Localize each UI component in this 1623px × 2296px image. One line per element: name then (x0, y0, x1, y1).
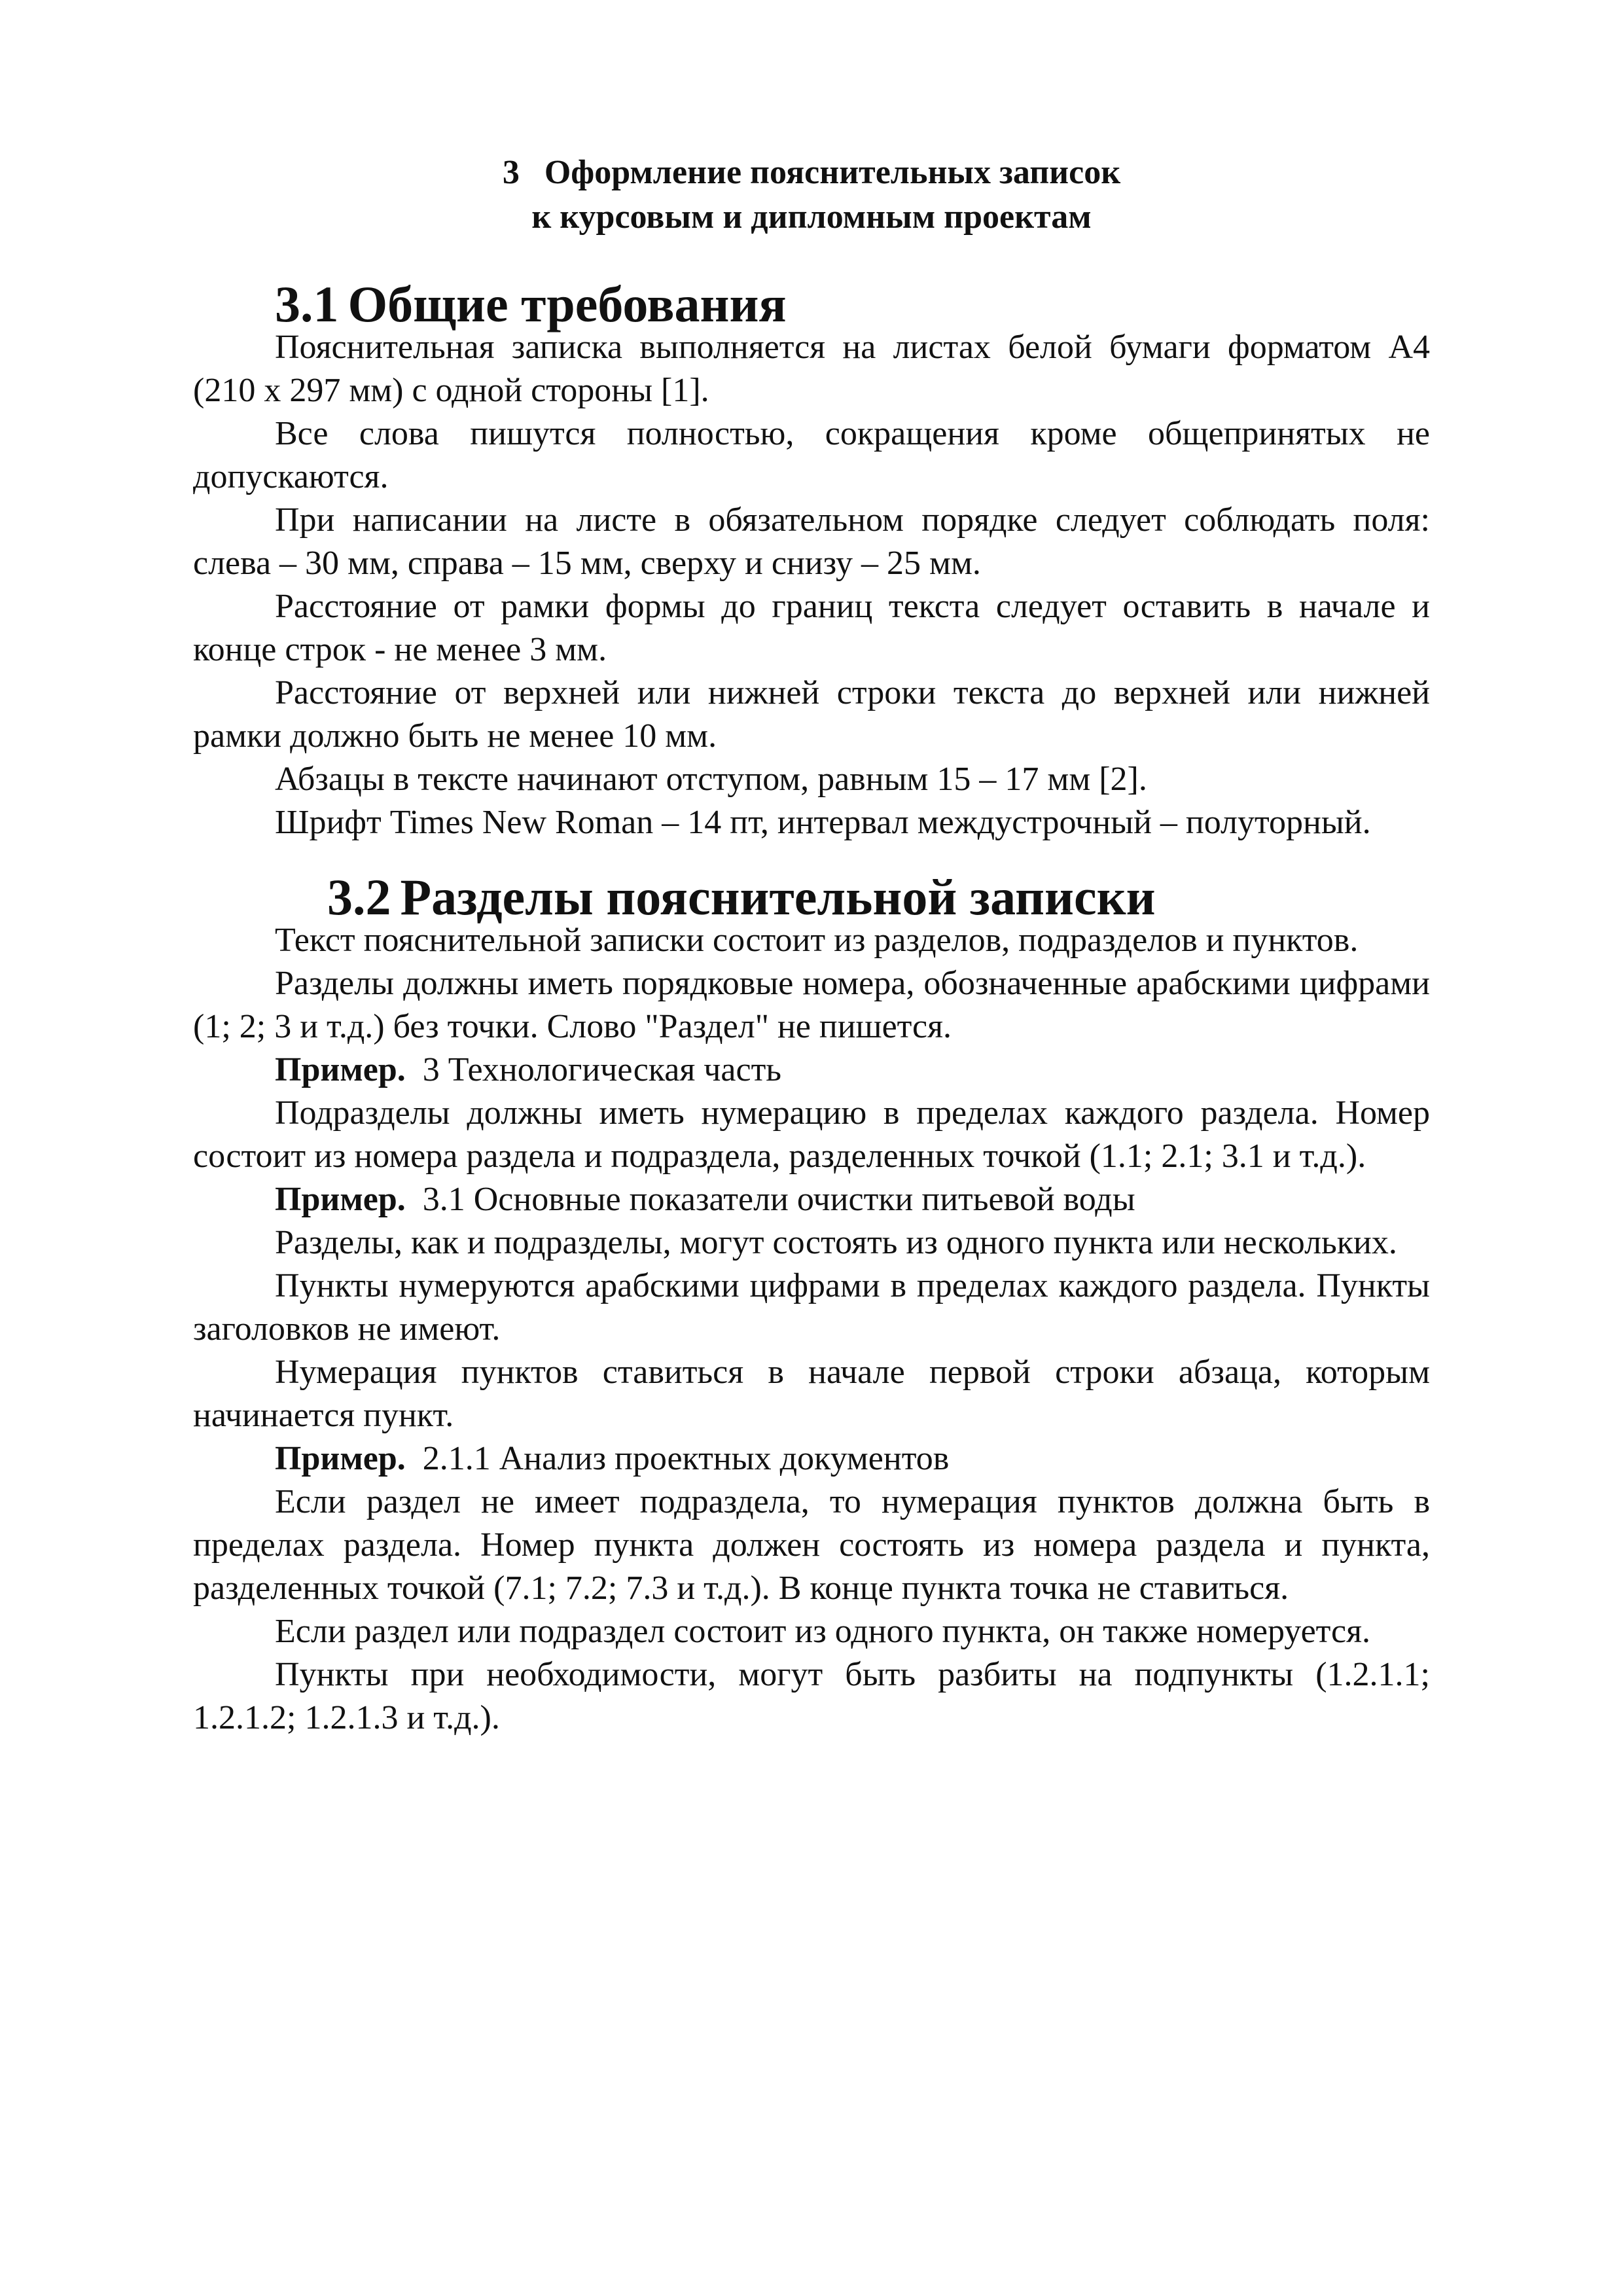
example-label: Пример. (275, 1440, 406, 1477)
example-line (193, 1178, 1430, 1221)
chapter-title-text-1: Оформление пояснительных записок (544, 154, 1121, 191)
paragraph: Пояснительная записка выполняется на листах белой бумаги форматом А4 (210 х 297 мм) с одной стороны [1]. (193, 329, 1430, 409)
paragraph: Если раздел или подраздел состоит из одного пункта, он также номеруется. (275, 1613, 1371, 1650)
chapter-title-line-1 (193, 151, 1430, 195)
example-label: Пример. (275, 1181, 406, 1218)
chapter-title (193, 151, 1430, 240)
section-number: 3.1 (275, 276, 339, 332)
paragraph: Абзацы в тексте начинают отступом, равным 15 – 17 мм [2]. (275, 761, 1147, 798)
example-label: Пример. (275, 1051, 406, 1088)
paragraph: Пункты при необходимости, могут быть разбиты на подпункты (1.2.1.1; 1.2.1.2; 1.2.1.3 и т.д.). (193, 1656, 1430, 1736)
section-title: Общие требования (348, 276, 787, 332)
section-explanatory-note-parts (193, 869, 1430, 1740)
example-text: 3.1 Основные показатели очистки питьевой воды (422, 1181, 1135, 1218)
paragraph: Текст пояснительной записки состоит из разделов, подразделов и пунктов. (275, 922, 1359, 959)
example-line (193, 1437, 1430, 1480)
paragraph: Расстояние от рамки формы до границ текста следует оставить в начале и конце строк - не менее 3 мм. (193, 588, 1430, 668)
chapter-number: 3 (502, 154, 520, 191)
section-title: Разделы пояснительной записки (400, 869, 1156, 925)
paragraph: Нумерация пунктов ставиться в начале первой строки абзаца, которым начинается пункт. (193, 1354, 1430, 1434)
paragraph: Если раздел не имеет подраздела, то нумерация пунктов должна быть в пределах раздела. Номер пункта должен состоять из номера раздела и пункта, разделенных точкой (7.1; 7.2; 7.3 и т.д.). В конце пункта точка не ставиться. (193, 1483, 1430, 1607)
paragraph: Подразделы должны иметь нумерацию в пределах каждого раздела. Номер состоит из номера раздела и подраздела, разделенных точкой (1.1; 2.1; 3.1 и т.д.). (193, 1094, 1430, 1175)
section-general-requirements (193, 276, 1430, 844)
paragraph: Шрифт Times New Roman – 14 пт, интервал междустрочный – полуторный. (275, 804, 1371, 841)
section-heading (193, 869, 1430, 925)
example-line (193, 1049, 1430, 1092)
document-page (193, 151, 1430, 1740)
paragraph: Все слова пишутся полностью, сокращения кроме общепринятых не допускаются. (193, 415, 1430, 495)
section-heading (193, 276, 1430, 332)
chapter-title-line-2: к курсовым и дипломным проектам (531, 198, 1092, 236)
example-text: 2.1.1 Анализ проектных документов (422, 1440, 950, 1477)
paragraph: Разделы должны иметь порядковые номера, обозначенные арабскими цифрами (1; 2; 3 и т.д.) без точки. Слово "Раздел" не пишется. (193, 965, 1430, 1045)
section-number: 3.2 (327, 869, 391, 925)
paragraph: При написании на листе в обязательном порядке следует соблюдать поля: слева – 30 мм, справа – 15 мм, сверху и снизу – 25 мм. (193, 501, 1430, 582)
example-text: 3 Технологическая часть (422, 1051, 782, 1088)
paragraph: Расстояние от верхней или нижней строки текста до верхней или нижней рамки должно быть не менее 10 мм. (193, 674, 1430, 755)
paragraph: Разделы, как и подразделы, могут состоять из одного пункта или нескольких. (275, 1224, 1397, 1261)
paragraph: Пункты нумеруются арабскими цифрами в пределах каждого раздела. Пункты заголовков не имеют. (193, 1267, 1430, 1348)
